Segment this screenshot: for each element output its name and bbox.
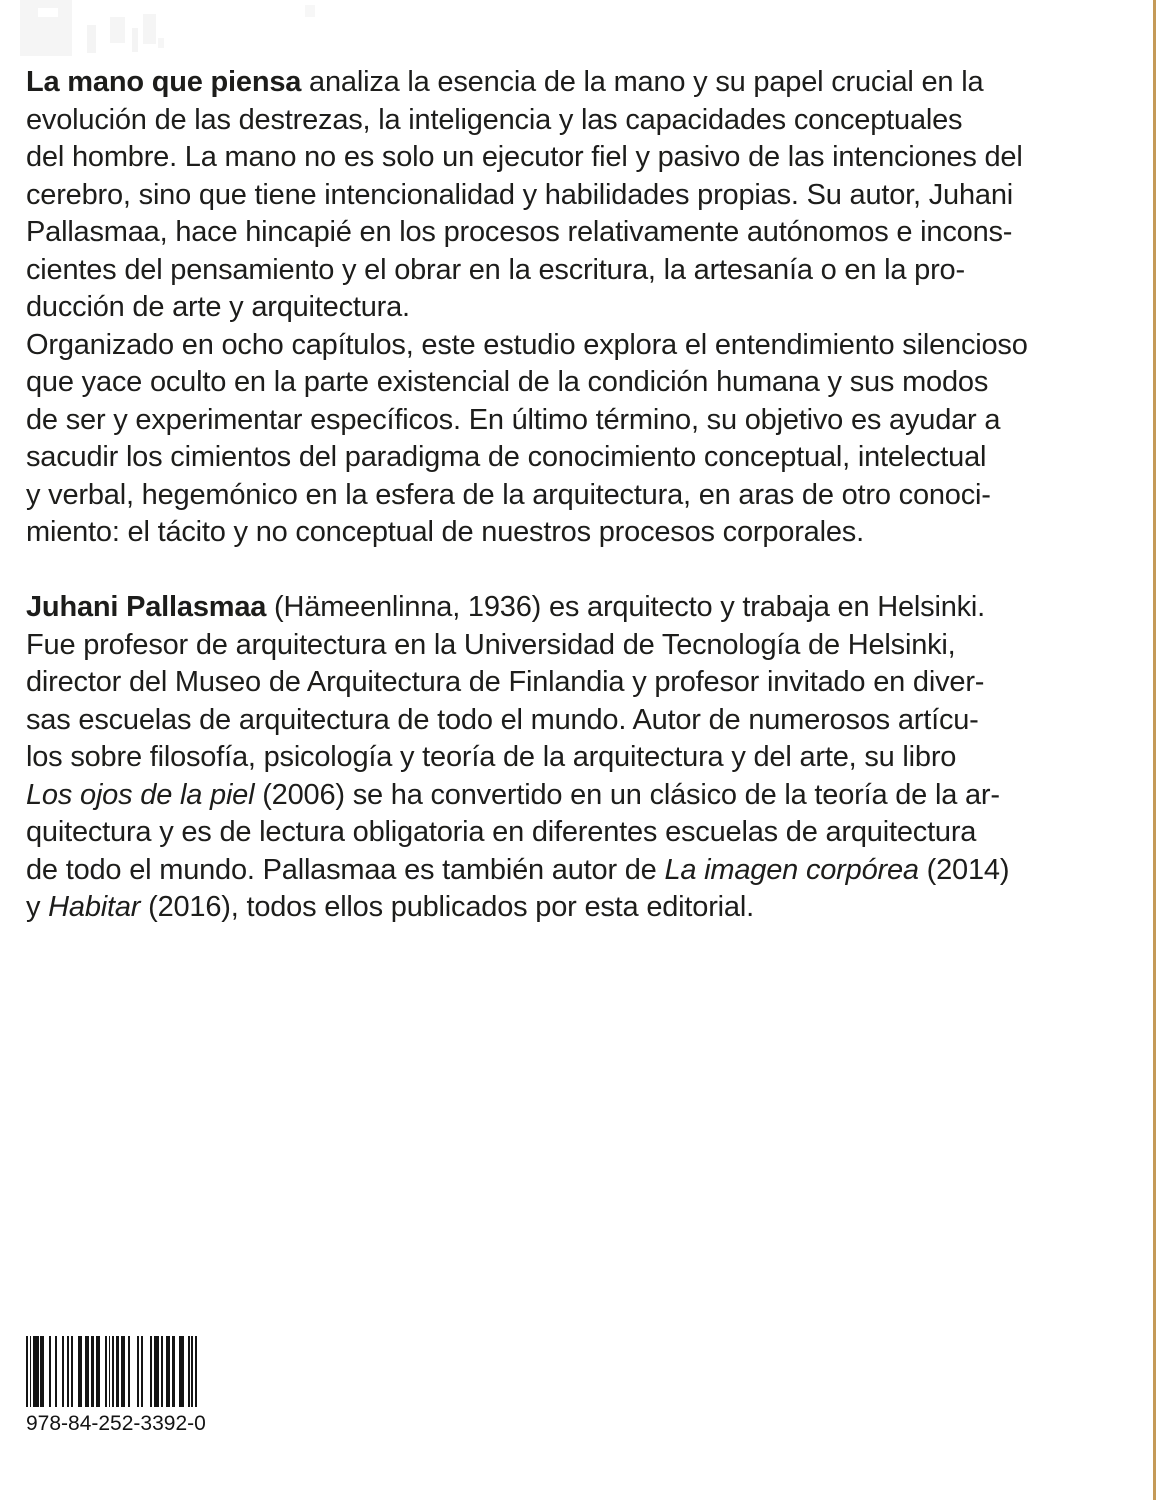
text-line: quitectura y es de lectura obligatoria en diferentes escuelas de arquitectura [26, 816, 977, 848]
text-line: miento: el tácito y no conceptual de nuestros procesos corporales. [26, 516, 864, 548]
ghost-mark [158, 38, 164, 48]
author-name: Juhani Pallasmaa [26, 591, 267, 623]
ghost-mark [132, 28, 138, 52]
book-reference: Habitar [48, 891, 141, 923]
text-line: evolución de las destrezas, la inteligencia y las capacidades conceptuales [26, 103, 963, 136]
text-line [26, 852, 1136, 890]
text-segment: y [26, 891, 49, 923]
spine-accent-strip [1153, 0, 1156, 1500]
text-line: que yace oculto en la parte existencial de la condición humana y sus modos [26, 366, 989, 398]
book-title: La mano que piensa [26, 66, 302, 98]
text-line: Fue profesor de arquitectura en la Universidad de Tecnología de Helsinki, [26, 628, 956, 661]
text-line: ducción de arte y arquitectura. [26, 291, 410, 323]
ghost-mark [143, 14, 156, 44]
text-segment: (2014) [918, 853, 1010, 886]
text-line: cientes del pensamiento y el obrar en la escritura, la artesanía o en la pro- [26, 253, 965, 286]
text-line [26, 64, 1136, 102]
text-segment: (2006) se ha convertido en un clásico de la teoría de la ar- [254, 778, 1000, 811]
book-reference: Los ojos de la piel [26, 778, 255, 811]
text-line [26, 777, 1136, 815]
ghost-mark [87, 25, 96, 53]
text-line: sas escuelas de arquitectura de todo el mundo. Autor de numerosos artícu- [26, 703, 979, 736]
print-ghost-artifact [0, 0, 340, 62]
synopsis-paragraph [26, 64, 1136, 552]
barcode-bars [26, 1336, 197, 1407]
ghost-mark [38, 8, 58, 17]
isbn-barcode [26, 1336, 206, 1436]
text-line: Organizado en ocho capítulos, este estudio explora el entendimiento silencioso [26, 328, 1028, 361]
ghost-mark [110, 17, 125, 43]
text-segment: de todo el mundo. Pallasmaa es también autor de [26, 853, 665, 886]
book-reference: La imagen corpórea [664, 853, 919, 886]
text-segment: (Hämeenlinna, 1936) es arquitecto y trabaja en Helsinki. [266, 591, 986, 623]
text-segment: analiza la esencia de la mano y su papel crucial en la [301, 66, 984, 98]
text-line [26, 889, 1136, 927]
text-line: los sobre filosofía, psicología y teoría de la arquitectura y del arte, su libro [26, 741, 957, 773]
text-line: de ser y experimentar específicos. En último término, su objetivo es ayudar a [26, 403, 1001, 436]
text-line: del hombre. La mano no es solo un ejecutor fiel y pasivo de las intenciones del [26, 141, 1023, 173]
isbn-number: 978-84-252-3392-0 [26, 1412, 206, 1435]
text-segment: (2016), todos ellos publicados por esta editorial. [140, 891, 754, 923]
text-line: cerebro, sino que tiene intencionalidad y habilidades propias. Su autor, Juhani [26, 178, 1013, 211]
text-line: Pallasmaa, hace hincapié en los procesos relativamente autónomos e incons- [26, 216, 1013, 248]
ghost-mark [305, 5, 315, 17]
text-line: y verbal, hegemónico en la esfera de la arquitectura, en aras de otro conoci- [26, 478, 991, 511]
text-line: director del Museo de Arquitectura de Finlandia y profesor invitado en diver- [26, 666, 985, 698]
text-line: sacudir los cimientos del paradigma de conocimiento conceptual, intelectual [26, 441, 987, 473]
author-bio-paragraph [26, 589, 1136, 927]
text-line [26, 589, 1136, 627]
